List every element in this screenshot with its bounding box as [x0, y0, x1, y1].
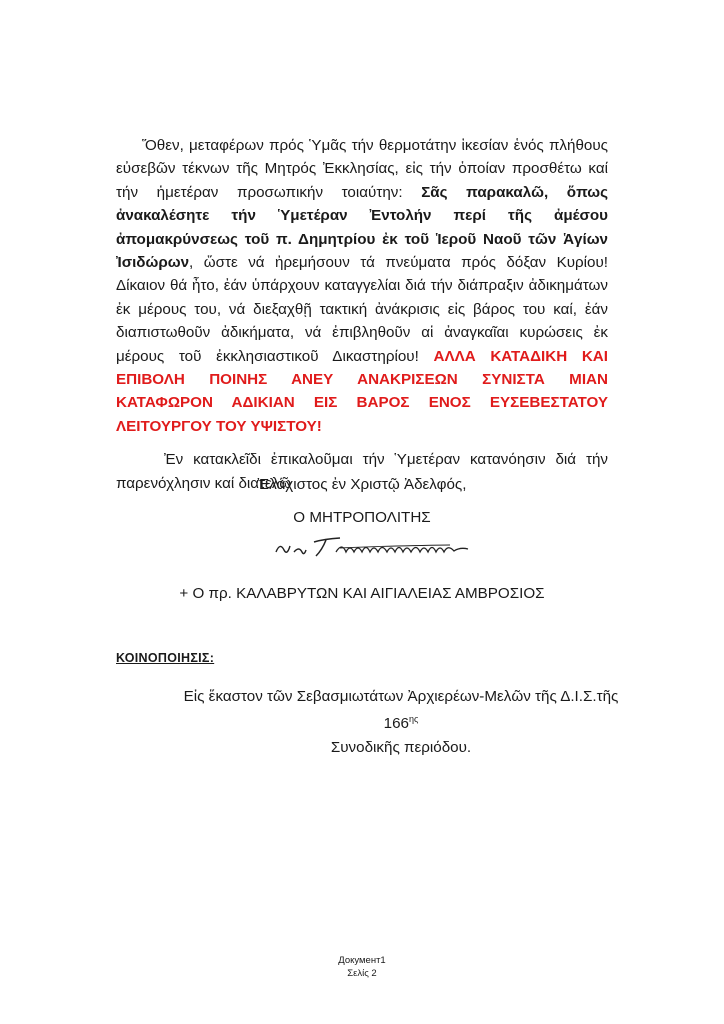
para-rest: , ὥστε νά ἠρεμήσουν τά πνεύματα πρός δόξαν Κυρίου! Δίκαιον θά ἦτο, ἐάν ὑπάρχουν καταγγελίαι διά τήν διάπραξιν ἀδικημάτων ἐκ μέρους του, νά διεξαχθῇ τακτική ἀνάκρισις εἰς βάρος του καί, ἐάν διαπιστωθοῦν ἀδικήματα, νά ἐπιβληθοῦν αἱ ἀναγκαῖαι κυρώσεις ἐκ μέρους τοῦ ἐκκλησιαστικοῦ Δικαστηρίου!: [116, 254, 608, 365]
notification-superscript: ης: [409, 714, 419, 725]
notification-label: ΚΟΙΝΟΠΟΙΗΣΙΣ:: [116, 651, 215, 665]
closing-paragraph: Ἐν κατακλεῖδι ἐπικαλοῦμαι τήν Ὑμετέραν κατανόησιν διά τήν παρενόχλησιν καί διατελῶ: [116, 451, 608, 492]
letter-body: [116, 134, 608, 495]
footer-page-number: Σελίς 2: [347, 968, 377, 979]
para-intro: Ὅθεν, μεταφέρων πρός Ὑμᾶς τήν θερμοτάτην ἱκεσίαν ἑνός πλήθους εὐσεβῶν τέκνων τῆς Μητρός Ἐκκλησίας, εἰς τήν ὁποίαν προσθέτω καί τήν ἡμετέραν προσωπικήν τοιαύτην:: [116, 137, 608, 201]
signatory-name: + Ο πρ. ΚΑΛΑΒΡΥΤΩΝ ΚΑΙ ΑΙΓΙΑΛΕΙΑΣ ΑΜΒΡΟΣΙΟΣ: [179, 585, 545, 602]
footer-doc-name: Документ1: [338, 955, 386, 966]
closing-salutation: Ἐλάχιστος ἐν Χριστῷ Ἀδελφός,: [257, 476, 467, 493]
main-paragraph: [116, 134, 608, 438]
notification-period: Συνοδικῆς περιόδου.: [330, 738, 472, 756]
notification-text: [166, 685, 636, 759]
red-emphasis-text: ΑΛΛΑ ΚΑΤΑΔΙΚΗ ΚΑΙ ΕΠΙΒΟΛΗ ΠΟΙΝΗΣ ΑΝΕΥ ΑΝΑΚΡΙΣΕΩΝ ΣΥΝΙΣΤΑ ΜΙΑΝ ΚΑΤΑΦΩΡΟΝ ΑΔΙΚΙΑΝ ΕΙΣ ΒΑΡΟΣ ΕΝΟΣ ΕΥΣΕΒΕΣΤΑΤΟΥ ΛΕΙΤΟΥΡΓΟΥ ΤΟΥ ΥΨΙΣΤΟΥ!: [116, 347, 608, 435]
notification-recipients: Εἰς ἕκαστον τῶν Σεβασμιωτάτων Ἀρχιερέων-Μελῶν τῆς Δ.Ι.Σ.τῆς 166: [183, 688, 619, 733]
handwritten-signature: [270, 528, 530, 568]
signatory-title: Ο ΜΗΤΡΟΠΟΛΙΤΗΣ: [293, 509, 431, 526]
request-bold-text: Σᾶς παρακαλῶ, ὅπως ἀνακαλέσητε τήν Ὑμετέραν Ἐντολήν περί τῆς ἀμέσου ἀπομακρύνσεως τοῦ π. Δημητρίου ἐκ τοῦ Ἱεροῦ Ναοῦ τῶν Ἁγίων Ἰσιδώρων: [116, 183, 608, 272]
